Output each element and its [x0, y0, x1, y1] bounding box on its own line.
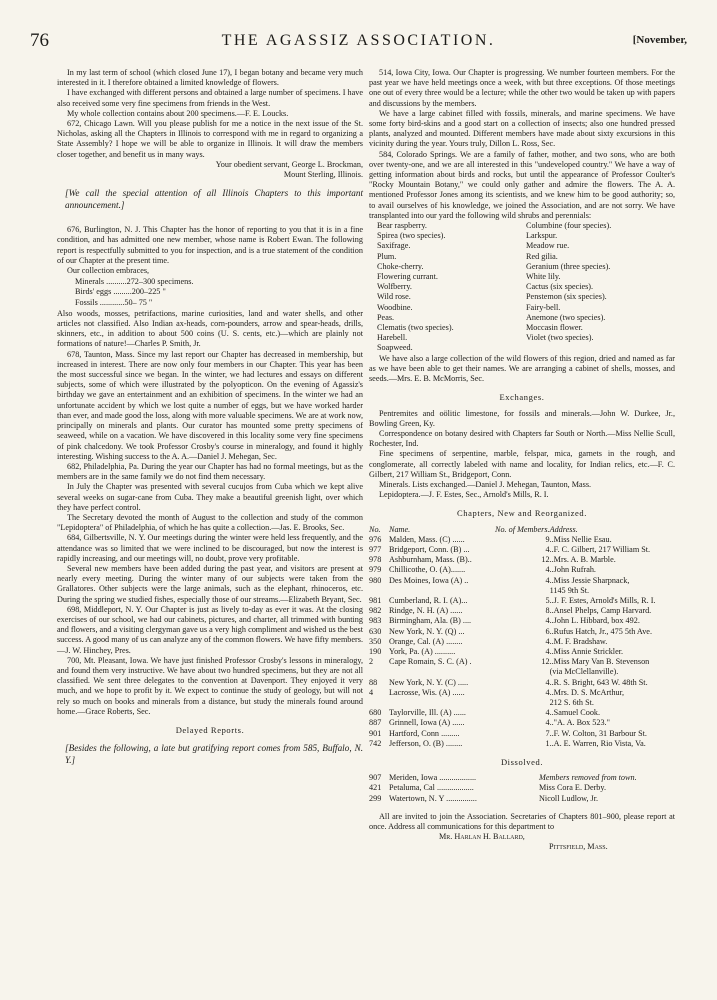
- table-cell: Cape Romain, S. C. (A) .: [389, 657, 472, 667]
- table-cell: ..Mrs. A. B. Marble.: [549, 555, 616, 565]
- address-city: Pittsfield, Mass.: [549, 842, 608, 852]
- table-cell: [389, 698, 495, 708]
- table-row: [369, 667, 675, 677]
- column-header: No.: [369, 524, 381, 534]
- table-cell: Meriden, Iowa ..................: [389, 773, 477, 783]
- plant-item: Spirea (two species).: [377, 231, 446, 241]
- table-cell: 7: [545, 728, 550, 738]
- dissolved-table: [369, 773, 675, 804]
- paragraph: Several new members have been added during the past year, and visitors are present at nearly every meeting. During the winter many of our subjects were taken from the Grallatores. Other subjects were the large animals, such as the elephant, rhinoceros, etc. During the spring we studied fishes, especially those of our streams.—Elizabeth Bryant, Sec.: [57, 563, 363, 604]
- table-cell: ..John L. Hibbard, box 492.: [549, 616, 640, 626]
- table-cell: ..Miss Annie Strickler.: [549, 646, 624, 656]
- table-cell: Petaluma, Cal ..................: [389, 783, 474, 793]
- table-row: [369, 586, 675, 596]
- table-row: [369, 606, 675, 616]
- table-cell: 981: [369, 595, 382, 605]
- plant-item: Columbine (four species).: [526, 221, 612, 231]
- table-cell: ..Mrs. D. S. McArthur,: [549, 687, 625, 697]
- table-cell: 907: [369, 773, 382, 783]
- table-cell: Lacrosse, Wis. (A) ......: [389, 687, 465, 697]
- address-name: Mr. Harlan H. Ballard,: [439, 832, 525, 842]
- paragraph: 698, Middleport, N. Y. Our Chapter is just as lively to-day as ever it was. At the closing exercises of our school, we had our cabinets, pictures, and charter, all trimmed with bunting and flowers, and a visiting clergyman gave us a very high compliment and wished us the best success. A good many of us can analyze any of the common flowers. We have fifty members.—J. W. Hinchey, Pres.: [57, 604, 363, 655]
- list-item: Birds' eggs .........200–225 ": [75, 287, 166, 297]
- table-row: [369, 708, 675, 718]
- right-column: [369, 68, 675, 853]
- table-row: [369, 555, 675, 565]
- paragraph: Our collection embraces,: [67, 266, 150, 276]
- plant-item: Wild rose.: [377, 292, 411, 302]
- table-cell: ..J. F. Estes, Arnold's Mills, R. I.: [549, 595, 656, 605]
- table-cell: Jefferson, O. (B) ........: [389, 738, 463, 748]
- table-row: [369, 596, 675, 606]
- paragraph: 584, Colorado Springs. We are a family of father, mother, and two sons, who are both over twenty-one, and we are all interested in this "undeveloped country." We have a way of getting information about birds and rocks, but until the appearance of Professor Coulter's "Rocky Mountain Botany," we could only gather and admire the flowers. The A. A. mentioned Professor Jones among its scientists, and we knew him to be good authority; so, to avail ourselves of his knowledge, we joined the Association, and are not sorry. We have transplanted into our yard the following wild shrubs and perennials:: [369, 149, 675, 220]
- table-cell: 4: [545, 708, 550, 718]
- collection-list: [75, 277, 363, 308]
- table-cell: Nicoll Ludlow, Jr.: [539, 793, 599, 803]
- table-cell: ..A. E. Warren, Rio Vista, Va.: [549, 738, 646, 748]
- plant-item: White lily.: [526, 272, 561, 282]
- table-cell: ..R. S. Bright, 643 W. 48th St.: [549, 677, 648, 687]
- table-row: [369, 783, 675, 793]
- table-cell: 8: [545, 606, 550, 616]
- table-row: [369, 627, 675, 637]
- table-cell: 2: [369, 657, 374, 667]
- table-cell: Rindge, N. H. (A) ......: [389, 606, 463, 616]
- table-cell: 983: [369, 616, 382, 626]
- table-cell: 4: [545, 646, 550, 656]
- table-cell: ..John Rufrah.: [549, 565, 596, 575]
- table-cell: Birmingham, Ala. (B) ....: [389, 616, 472, 626]
- table-row: [369, 678, 675, 688]
- page-number: 76: [30, 30, 49, 51]
- plant-item: Cactus (six species).: [526, 282, 594, 292]
- paragraph: 678, Taunton, Mass. Since my last report our Chapter has decreased in membership, but increased in interest. There are now only four members in our Chapter. This year has been the most successful since we began. In the winter, we had lectures and essays on different subjects, some of which were illustrated by the polyopticon. On the evening of Agassiz's birthday we gave an entertainment and an exhibition of specimens. In the winter we had an unfortunate accident by which we lost quite a number of eggs, but we have worked harder than ever, and made good the loss, along with more valuable specimens. We are at work now, principally on minerals and plants. Our curator has mounted some pretty specimens of seaweed, while on a vacation. We have discovered in this locality some very fine specimens of pink chalcedony. We took Professor Crosby's course in mineralogy, and found it highly interesting. Wishing success to the A. A.—Daniel J. Mehegan, Sec.: [57, 349, 363, 461]
- table-cell: 977: [369, 544, 382, 554]
- exchange-item: Lepidoptera.—J. F. Estes, Sec., Arnold's Mills, R. I.: [379, 490, 549, 500]
- table-cell: 980: [369, 575, 382, 585]
- table-cell: [495, 698, 550, 708]
- plant-list: [377, 221, 675, 354]
- table-cell: ..Samuel Cook.: [549, 708, 601, 718]
- table-cell: Ashburnham, Mass. (B)..: [389, 555, 472, 565]
- table-cell: 4: [545, 718, 550, 728]
- exchange-item: Minerals. Lists exchanged.—Daniel J. Mehegan, Taunton, Mass.: [379, 479, 592, 489]
- table-cell: 12: [541, 657, 550, 667]
- plant-item: Red gilia.: [526, 251, 558, 261]
- table-cell: Taylorville, Ill. (A) ......: [389, 708, 466, 718]
- table-cell: 6: [545, 626, 550, 636]
- table-cell: ..F. C. Gilbert, 217 William St.: [549, 544, 651, 554]
- magazine-title: THE AGASSIZ ASSOCIATION.: [221, 32, 496, 49]
- table-row: [369, 535, 675, 545]
- plant-item: Anemone (two species).: [526, 312, 606, 322]
- table-row: [369, 729, 675, 739]
- table-cell: [369, 667, 389, 677]
- table-cell: ..Miss Jessie Sharpnack,: [549, 575, 630, 585]
- column-header: No. of Members.: [495, 524, 550, 534]
- exchange-item: Fine specimens of serpentine, marble, felspar, mica, garnets in the rough, and conglomerate, all correctly labeled with name and locality, for Indian relics, etc.—F. C. Gilbert, 217 William St., Bridgeport, Conn.: [369, 449, 675, 479]
- table-cell: Grinnell, Iowa (A) ......: [389, 718, 465, 728]
- paragraph: I have exchanged with different persons and obtained a large number of specimens. I have also received some very fine specimens from friends in the West.: [57, 88, 363, 108]
- paragraph: 682, Philadelphia, Pa. During the year our Chapter has had no formal meetings, but as the members are in the same family we do not find them necessary.: [57, 461, 363, 482]
- table-cell: [495, 586, 550, 596]
- table-cell: Des Moines, Iowa (A) ..: [389, 575, 469, 585]
- paragraph: 700, Mt. Pleasant, Iowa. We have just finished Professor Crosby's lessons in mineralogy, and found them very instructive. We have about two hundred specimens, but they are not all classified. We sent three delegates to the convention at Davenport. They enjoyed it very much, and we hope to profit by it. We expect to continue the study of geology, but will not rely so much on books and minerals from a distance, but study the minerals found around home.—Grace Roberts, Sec.: [57, 655, 363, 716]
- editor-note: [We call the special attention of all Illinois Chapters to this important announcement.]: [65, 188, 363, 210]
- table-cell: 1: [545, 738, 550, 748]
- table-cell: ..Rufus Hatch, Jr., 475 5th Ave.: [549, 626, 652, 636]
- table-cell: 979: [369, 565, 382, 575]
- table-cell: 12: [541, 555, 550, 565]
- plant-item: Larkspur.: [526, 231, 558, 241]
- table-cell: 350: [369, 636, 382, 646]
- plant-item: Woodbine.: [377, 302, 413, 312]
- plant-item: Choke-cherry.: [377, 261, 424, 271]
- table-cell: 982: [369, 606, 382, 616]
- table-cell: 4: [545, 616, 550, 626]
- paragraph: The Secretary devoted the month of August to the collection and study of the common "Lepidoptera" of Philadelphia, of which he has quite a collection.—Jas. E. Brooks, Sec.: [57, 512, 363, 533]
- plant-item: Wolfberry.: [377, 282, 412, 292]
- table-cell: Members removed from town.: [539, 773, 637, 783]
- plant-item: Violet (two species).: [526, 333, 594, 343]
- table-row: [369, 657, 675, 667]
- left-column: [57, 68, 363, 780]
- table-cell: ..M. F. Bradshaw.: [549, 636, 608, 646]
- plant-item: Geranium (three species).: [526, 261, 611, 271]
- section-heading: Chapters, New and Reorganized.: [457, 508, 587, 519]
- table-header-row: [369, 525, 675, 535]
- table-cell: 976: [369, 534, 382, 544]
- paragraph: 684, Gilbertsville, N. Y. Our meetings during the winter were held less frequently, and the attendance was so limited that we were inclined to be discouraged, but now the interest is rapidly increasing, and our meetings will, no doubt, prove very profitable.: [57, 533, 363, 563]
- table-cell: 887: [369, 718, 382, 728]
- table-cell: 4: [545, 544, 550, 554]
- plant-item: Clematis (two species).: [377, 323, 454, 333]
- issue-month: [November,: [632, 34, 687, 46]
- plant-item: Harebell.: [377, 333, 408, 343]
- table-cell: Bridgeport, Conn. (B) ...: [389, 544, 470, 554]
- plant-item: Fairy-bell.: [526, 302, 561, 312]
- table-cell: [389, 586, 495, 596]
- section-heading: Exchanges.: [499, 392, 545, 403]
- table-cell: Chillicothe, O. (A).......: [389, 565, 466, 575]
- table-cell: Hartford, Conn .........: [389, 728, 460, 738]
- table-row: [369, 739, 675, 749]
- plant-item: Soapweed.: [377, 343, 413, 353]
- paragraph: 514, Iowa City, Iowa. Our Chapter is progressing. We number fourteen members. For the past year we have held meetings once a week, with but three exceptions. Of those meetings one out of every three would be a lecture; while the other two would be taken up with papers and discussions by the members.: [369, 68, 675, 108]
- table-cell: New York, N. Y. (Q) ...: [389, 626, 465, 636]
- table-cell: 4: [369, 687, 374, 697]
- plant-item: Meadow rue.: [526, 241, 570, 251]
- table-cell: [389, 667, 495, 677]
- table-row: [369, 698, 675, 708]
- table-row: [369, 565, 675, 575]
- table-row: [369, 545, 675, 555]
- table-cell: 190: [369, 646, 382, 656]
- paragraph: 676, Burlington, N. J. This Chapter has the honor of reporting to you that it is in a fine condition, and has admitted one new member, whose name is Robert Ewan. The following report is respectfully submitted to you for inspection, and is a true statement of the condition of our Chapter at the present time.: [57, 225, 363, 265]
- table-cell: 4: [545, 636, 550, 646]
- table-row: [369, 718, 675, 728]
- plant-item: [526, 343, 675, 353]
- plant-item: Penstemon (six species).: [526, 292, 607, 302]
- table-cell: 4: [545, 687, 550, 697]
- table-row: [369, 688, 675, 698]
- paragraph: We have also a large collection of the wild flowers of this region, dried and named as far as we have been able to get their names. We are arranging a cabinet of shells, mosses, and seeds.—Mrs. E. B. McMorris, Sec.: [369, 353, 675, 384]
- table-cell: 4: [545, 565, 550, 575]
- table-row: [369, 794, 675, 804]
- table-row: [369, 616, 675, 626]
- table-cell: [369, 698, 389, 708]
- paragraph: Also woods, mosses, petrifactions, marine curiosities, land and water shells, and other articles not classified. Also Indian ax-heads, corn-pounders, arrow and spear-heads, drills, skinners, etc., in addition to about 500 coins (U. S. cents, etc.)—which are plainly not formations of nature!—Charles P. Smith, Jr.: [57, 308, 363, 349]
- table-cell: [495, 667, 550, 677]
- editor-note: [Besides the following, a late but gratifying report comes from 585, Buffalo, N. Y.]: [65, 743, 363, 765]
- column-header: Address.: [549, 524, 578, 534]
- table-row: [369, 773, 675, 783]
- table-cell: 88: [369, 677, 378, 687]
- exchange-item: Pentremites and oölitic limestone, for fossils and minerals.—John W. Durkee, Jr., Bowling Green, Ky.: [369, 408, 675, 428]
- table-cell: 212 S. 6th St.: [549, 697, 594, 707]
- column-header: Name.: [389, 524, 411, 534]
- table-cell: 4: [545, 677, 550, 687]
- paragraph: My whole collection contains about 200 specimens.—F. E. Loucks.: [67, 108, 289, 118]
- table-cell: 4: [545, 575, 550, 585]
- table-cell: 299: [369, 793, 382, 803]
- plant-item: Peas.: [377, 312, 395, 322]
- table-cell: New York, N. Y. (C) .....: [389, 677, 469, 687]
- list-item: Fossils ............50– 75 ": [75, 297, 153, 307]
- table-cell: 901: [369, 728, 382, 738]
- table-cell: .."A. A. Box 523.": [549, 718, 610, 728]
- table-cell: Watertown, N. Y ...............: [389, 793, 477, 803]
- plant-item: Saxifrage.: [377, 241, 411, 251]
- table-cell: ..Miss Mary Van B. Stevenson: [549, 657, 650, 667]
- table-cell: 742: [369, 738, 382, 748]
- table-cell: ..Miss Nellie Esau.: [549, 534, 612, 544]
- exchange-item: Correspondence on botany desired with Chapters far South or North.—Miss Nellie Scull, Rochester, Ind.: [369, 428, 675, 449]
- paragraph: All are invited to join the Association. Secretaries of Chapters 801–900, please report at once. Address all communications for this department to: [369, 811, 675, 832]
- plant-item: Plum.: [377, 251, 397, 261]
- paragraph: In my last term of school (which closed June 17), I began botany and became very much interested in it. I therefore obtained a limited knowledge of flowers.: [57, 68, 363, 88]
- paragraph: We have a large cabinet filled with fossils, minerals, and marine specimens. We have some forty bird-skins and a good start on a collection of insects; also one hundred pressed plants, analyzed and mounted. Different members have made about sixty excursions in this vicinity during the year. Yours truly, Dillon L. Ross, Sec.: [369, 108, 675, 149]
- table-cell: 421: [369, 783, 382, 793]
- table-cell: [369, 586, 389, 596]
- table-row: [369, 647, 675, 657]
- plant-item: Moccasin flower.: [526, 323, 583, 333]
- chapters-table: [369, 525, 675, 749]
- plant-item: Bear raspberry.: [377, 221, 427, 231]
- plant-item: Flowering currant.: [377, 272, 438, 282]
- table-cell: 680: [369, 708, 382, 718]
- signature: Your obedient servant, George L. Brockman,: [215, 159, 363, 169]
- paragraph: 672, Chicago Lawn. Will you please publish for me a notice in the next issue of the St. Nicholas, asking all the Chapters in Illinois to correspond with me in regard to organizing a State Assembly? I hope we will be able to organize in Illinois. It will draw the members closer together, and benefit us in many ways.: [57, 119, 363, 159]
- table-cell: Miss Cora E. Derby.: [539, 783, 607, 793]
- table-cell: ..Ansel Phelps, Camp Harvard.: [549, 606, 652, 616]
- table-row: [369, 637, 675, 647]
- paragraph: In July the Chapter was presented with several cucujos from Cuba which we kept alive several weeks on sugar-cane from Cuba. They make a beautiful greenish light, over which they have perfect control.: [57, 482, 363, 512]
- section-heading: Delayed Reports.: [175, 724, 245, 735]
- table-cell: ..F. W. Colton, 31 Barbour St.: [549, 728, 647, 738]
- running-header: [30, 30, 687, 52]
- table-cell: Orange, Cal. (A) ........: [389, 636, 463, 646]
- table-cell: 5: [545, 595, 550, 605]
- table-row: [369, 576, 675, 586]
- list-item: Minerals ..........272–300 specimens.: [75, 277, 194, 287]
- section-heading: Dissolved.: [500, 757, 544, 767]
- signature-location: Mount Sterling, Illinois.: [283, 170, 363, 180]
- table-cell: (via McClellanville).: [549, 667, 619, 677]
- table-cell: Cumberland, R. I. (A)...: [389, 595, 468, 605]
- table-cell: Malden, Mass. (C) ......: [389, 534, 465, 544]
- table-cell: 978: [369, 555, 382, 565]
- table-cell: York, Pa. (A) ..........: [389, 646, 456, 656]
- table-cell: 630: [369, 626, 382, 636]
- table-cell: 9: [545, 534, 550, 544]
- table-cell: 1145 9th St.: [549, 585, 590, 595]
